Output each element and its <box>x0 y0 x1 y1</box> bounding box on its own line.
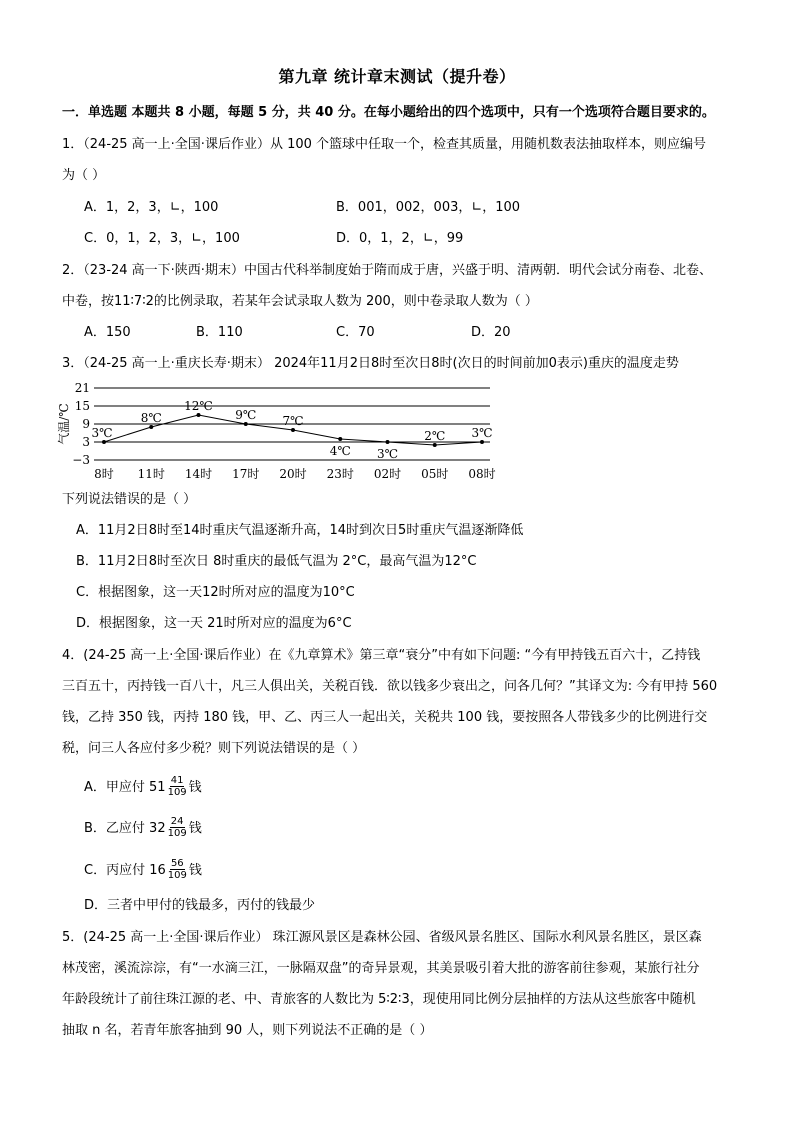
data-point <box>197 413 201 417</box>
data-label: 8℃ <box>140 411 162 425</box>
q4-option-d: D．三者中甲付的钱最多，丙付的钱最少 <box>84 898 316 913</box>
q2-option-a: A．150 <box>84 325 131 340</box>
q2-option-c: C．70 <box>336 325 375 340</box>
x-tick-label: 11时 <box>137 467 165 481</box>
y-tick-label: −3 <box>72 453 90 467</box>
data-label: 4℃ <box>329 444 351 458</box>
q2-option-b: B．110 <box>196 325 243 340</box>
q3-option-c: C．根据图象，这一天12时所对应的温度为10°C <box>76 585 355 600</box>
q4-option-c-suffix: 钱 <box>188 863 202 878</box>
q4-option-c-fraction <box>167 858 188 881</box>
q4-option-a-prefix: A．甲应付 51 <box>84 780 166 795</box>
data-label: 7℃ <box>282 414 304 428</box>
q4-option-a-suffix: 钱 <box>188 780 202 795</box>
y-axis-label: 气温/℃ <box>57 403 71 445</box>
data-point <box>102 440 106 444</box>
fraction-denominator: 109 <box>167 828 187 839</box>
x-tick-label: 14时 <box>184 467 213 481</box>
q1-option-c: C．0，1，2，3，∟，100 <box>84 231 240 246</box>
data-label: 3℃ <box>91 426 113 440</box>
temperature-chart <box>57 380 500 481</box>
data-label: 12℃ <box>184 399 213 413</box>
data-point <box>386 440 390 444</box>
q4-stem-line1: 4．(24-25 高一上·全国·课后作业）在《九章算术》第三章“衰分”中有如下问题: “今有甲持钱五百六十，乙持钱 <box>62 648 701 663</box>
x-tick-label: 20时 <box>279 467 307 481</box>
x-tick-label: 05时 <box>421 467 449 481</box>
data-point <box>338 437 342 441</box>
q1-option-b: B．001，002，003，∟，100 <box>336 200 521 215</box>
q5-stem-line3: 年龄段统计了前往珠江源的老、中、青旅客的人数比为 5∶2∶3，现使用同比例分层抽样的方法从这些旅客中随机 <box>62 992 696 1007</box>
q4-option-b-suffix: 钱 <box>188 821 202 836</box>
fraction-denominator: 109 <box>167 787 187 798</box>
q1-option-d: D．0，1，2，∟，99 <box>336 231 464 246</box>
q1-stem-line2: 为（ ） <box>62 168 106 183</box>
q3-stem-line1: 3．（24-25 高一上·重庆长寿·期末） 2024年11月2日8时至次日8时(次日的时间前加0表示)重庆的温度走势 <box>62 356 679 371</box>
fraction-numerator: 56 <box>170 858 184 869</box>
x-tick-label: 08时 <box>468 467 496 481</box>
x-tick-label: 17时 <box>232 467 260 481</box>
q4-option-a <box>84 776 202 800</box>
data-point <box>433 443 437 447</box>
data-point <box>291 428 295 432</box>
q5-stem-line2: 林茂密，溪流淙淙，有“一水滴三江，一脉隔双盘”的奇异景观，其美景吸引着大批的游客前往参观，某旅行社分 <box>62 961 700 976</box>
fraction-numerator: 24 <box>170 816 184 827</box>
y-tick-label: 9 <box>82 417 90 431</box>
q4-stem-line3: 钱，乙持 350 钱，丙持 180 钱，甲、乙、丙三人一起出关，关税共 100 钱，要按照各人带钱多少的比例进行交 <box>62 710 708 725</box>
q5-stem-line4: 抽取 n 名，若青年旅客抽到 90 人，则下列说法不正确的是（ ） <box>62 1023 433 1038</box>
page-title: 第九章 统计章末测试（提升卷） <box>278 67 516 86</box>
q4-option-c-prefix: C．丙应付 16 <box>84 863 166 878</box>
data-point <box>244 422 248 426</box>
data-label: 3℃ <box>376 447 399 461</box>
q3-stem-line2: 下列说法错误的是（ ） <box>62 492 197 507</box>
q2-stem-line2: 中卷，按11∶7∶2的比例录取，若某年会试录取人数为 200，则中卷录取人数为（ ） <box>62 294 538 309</box>
x-tick-label: 8时 <box>94 467 114 481</box>
q4-option-b-prefix: B．乙应付 32 <box>84 821 166 836</box>
q5-stem-line1: 5．(24-25 高一上·全国·课后作业） 珠江源风景区是森林公园、省级风景名胜区、国际水利风景名胜区，景区森 <box>62 930 702 945</box>
y-tick-label: 21 <box>74 381 90 395</box>
y-tick-label: 3 <box>82 435 90 449</box>
data-label: 2℃ <box>424 429 446 443</box>
q4-option-b <box>84 817 202 841</box>
data-label: 3℃ <box>471 426 493 440</box>
q4-stem-line4: 税，问三人各应付多少税？则下列说法错误的是（ ） <box>62 741 366 756</box>
q1-stem-line1: 1．（24-25 高一上·全国·课后作业）从 100 个篮球中任取一个，检查其质量，用随机数表法抽取样本，则应编号 <box>62 137 707 152</box>
q4-option-a-fraction <box>167 775 188 798</box>
q2-stem-line1: 2．（23-24 高一下·陕西·期末）中国古代科举制度始于隋而成于唐，兴盛于明、清两朝．明代会试分南卷、北卷、 <box>62 263 712 278</box>
q3-option-a: A．11月2日8时至14时重庆气温逐渐升高，14时到次日5时重庆气温逐渐降低 <box>76 523 524 538</box>
q1-option-a: A．1，2，3，∟，100 <box>84 200 219 215</box>
section-heading: 一．单选题 本题共 8 小题，每题 5 分，共 40 分。在每小题给出的四个选项中，只有一个选项符合题目要求的。 <box>62 105 715 120</box>
x-tick-label: 23时 <box>326 467 354 481</box>
fraction-denominator: 109 <box>167 870 187 881</box>
temperature-chart-svg <box>57 380 500 481</box>
data-point <box>149 425 153 429</box>
data-label: 9℃ <box>235 408 257 422</box>
q3-option-d: D．根据图象，这一天 21时所对应的温度为6°C <box>76 616 352 631</box>
x-tick-label: 02时 <box>373 467 402 481</box>
q2-option-d: D．20 <box>471 325 511 340</box>
q4-option-c <box>84 859 202 883</box>
q4-stem-line2: 三百五十，丙持钱一百八十，凡三人俱出关，关税百钱．欲以钱多少衰出之，问各几何？”其译文为: 今有甲持 560 <box>62 679 718 694</box>
q4-option-b-fraction <box>167 816 188 839</box>
data-point <box>480 440 484 444</box>
y-tick-label: 15 <box>74 399 90 413</box>
fraction-numerator: 41 <box>170 775 184 786</box>
q3-option-b: B．11月2日8时至次日 8时重庆的最低气温为 2°C，最高气温为12°C <box>76 554 477 569</box>
